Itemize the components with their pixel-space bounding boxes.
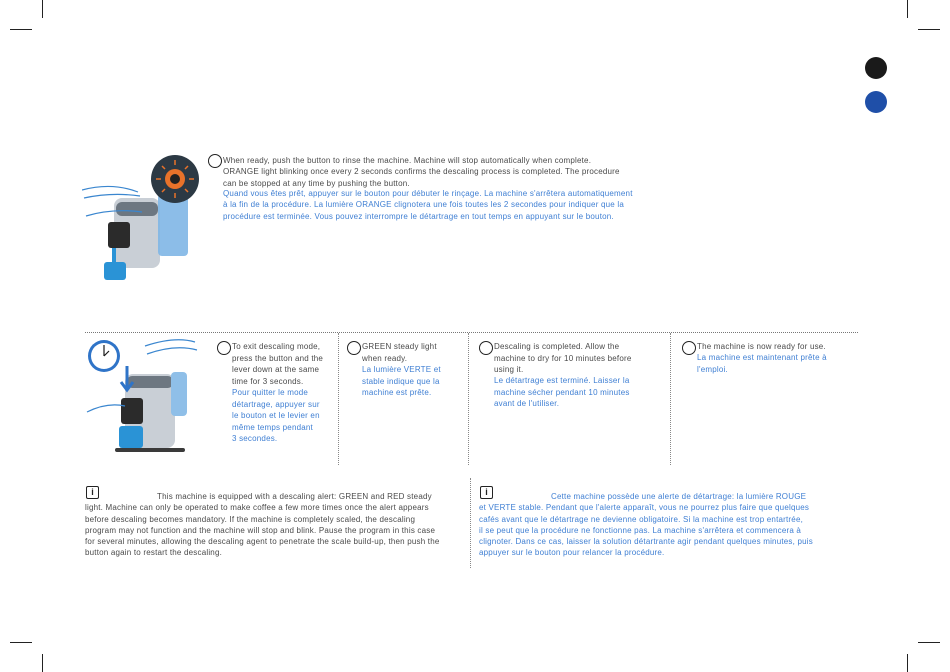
text-line: Descaling is completed. Allow the — [494, 342, 620, 351]
text-line: machine to dry for 10 minutes before — [494, 353, 632, 363]
rinse-machine-illustration — [82, 152, 212, 280]
text-line: Cette machine possède une alerte de détartrage: la lumière ROUGE — [551, 492, 807, 501]
text-line: appuyer sur le bouton pour relancer la procédure. — [479, 548, 665, 558]
text-line: Pour quitter le mode — [232, 388, 309, 397]
text-line: When ready, push the button to rinse the machine. Machine will stop automatically when complete. — [223, 156, 592, 165]
step-number-circle — [347, 341, 361, 355]
column-divider — [670, 333, 671, 465]
text-line: détartrage, appuyer sur — [232, 399, 320, 409]
text-line: avant de l'utiliser. — [494, 399, 560, 408]
text-line: The machine is now ready for use. — [697, 342, 826, 351]
text-line: Quand vous êtes prêt, appuyer sur le bouton pour débuter le rinçage. La machine s'arrêtera automatiquement — [223, 189, 633, 198]
step-descaling-completed-fr — [494, 375, 666, 410]
text-line: ORANGE light blinking once every 2 seconds confirms the descaling process is completed. The procedure — [223, 167, 620, 177]
column-divider — [338, 333, 339, 465]
text-line: button again to restart the descaling. — [85, 548, 223, 558]
crop-mark — [918, 29, 940, 30]
section-badge-black — [865, 57, 887, 79]
info-icon: i — [86, 486, 99, 499]
text-line: can be stopped at any time by pushing the button. — [223, 178, 410, 188]
text-line: le bouton et le levier en — [232, 411, 320, 420]
text-line: machine sécher pendant 10 minutes — [494, 387, 630, 397]
text-line: before descaling becomes mandatory. If the machine is completely scaled, the descaling — [85, 514, 416, 524]
step-green-light-en — [362, 341, 466, 364]
section-divider — [85, 332, 858, 333]
info-icon: i — [480, 486, 493, 499]
text-line: l'emploi. — [697, 364, 728, 374]
step-exit-fr — [232, 387, 336, 445]
text-line: même temps pendant — [232, 422, 313, 432]
crop-mark — [10, 642, 32, 643]
text-line: il se peut que la procédure ne fonctionne pas. La machine s'arrêtera et commencera à — [479, 525, 802, 535]
crop-mark — [42, 654, 43, 672]
crop-mark — [10, 29, 32, 30]
text-line: press the button and the — [232, 353, 324, 363]
text-line: when ready. — [362, 353, 408, 363]
crop-mark — [907, 0, 908, 18]
text-line: 3 secondes. — [232, 434, 278, 443]
text-line: Le détartrage est terminé. Laisser la — [494, 376, 630, 385]
text-line: GREEN steady light — [362, 342, 437, 351]
descaling-alert-note-fr — [479, 491, 859, 559]
column-divider — [468, 333, 469, 465]
text-line: cafés avant que le détartrage ne devienne obligatoire. Si la machine est trop entartrée, — [479, 514, 804, 524]
step-descaling-completed-en — [494, 341, 666, 376]
text-line: time for 3 seconds. — [232, 376, 304, 386]
text-line: This machine is equipped with a descaling alert: GREEN and RED steady — [157, 492, 432, 501]
text-line: lever down at the same — [232, 365, 320, 374]
rinse-instructions-en — [223, 155, 693, 189]
step-exit-en — [232, 341, 336, 387]
text-line: La lumière VERTE et — [362, 365, 441, 374]
text-line: et VERTE stable. Pendant que l'alerte apparaît, vous ne pourrez plus faire que quelques — [479, 503, 810, 513]
descaling-alert-note-en — [85, 491, 465, 559]
text-line: using it. — [494, 365, 524, 374]
step-ready-fr — [697, 352, 857, 375]
step-number-circle — [682, 341, 696, 355]
step-number-circle — [479, 341, 493, 355]
text-line: stable indique que la — [362, 376, 440, 386]
text-line: To exit descaling mode, — [232, 342, 321, 351]
step-number-circle — [208, 154, 222, 168]
section-badge-blue — [865, 91, 887, 113]
crop-mark — [907, 654, 908, 672]
rinse-instructions-fr — [223, 188, 693, 222]
text-line: light. Machine can only be operated to make coffee a few more times once the alert appears — [85, 503, 429, 513]
text-line: La machine est maintenant prête à — [697, 353, 827, 362]
text-line: à la fin de la procédure. La lumière ORANGE clignotera une fois toutes les 2 secondes pour indiquer que la — [223, 200, 624, 210]
text-line: for several minutes, allowing the descaling agent to penetrate the scale build-up, then push the — [85, 537, 440, 547]
column-divider — [470, 478, 471, 568]
exit-descaling-illustration — [85, 336, 215, 456]
step-ready-en — [697, 341, 857, 353]
text-line: program may not function and the machine will stop and blink. Pause the program in this case — [85, 525, 436, 535]
crop-mark — [42, 0, 43, 18]
text-line: machine est prête. — [362, 388, 432, 397]
text-line: clignoter. Dans ce cas, laisser la solution détartrante agir pendant quelques minutes, puis — [479, 537, 813, 547]
step-green-light-fr — [362, 364, 466, 399]
step-number-circle — [217, 341, 231, 355]
crop-mark — [918, 642, 940, 643]
text-line: procédure est terminée. Vous pouvez interrompre le détartrage en tout temps en appuyant sur le bouton. — [223, 211, 614, 221]
